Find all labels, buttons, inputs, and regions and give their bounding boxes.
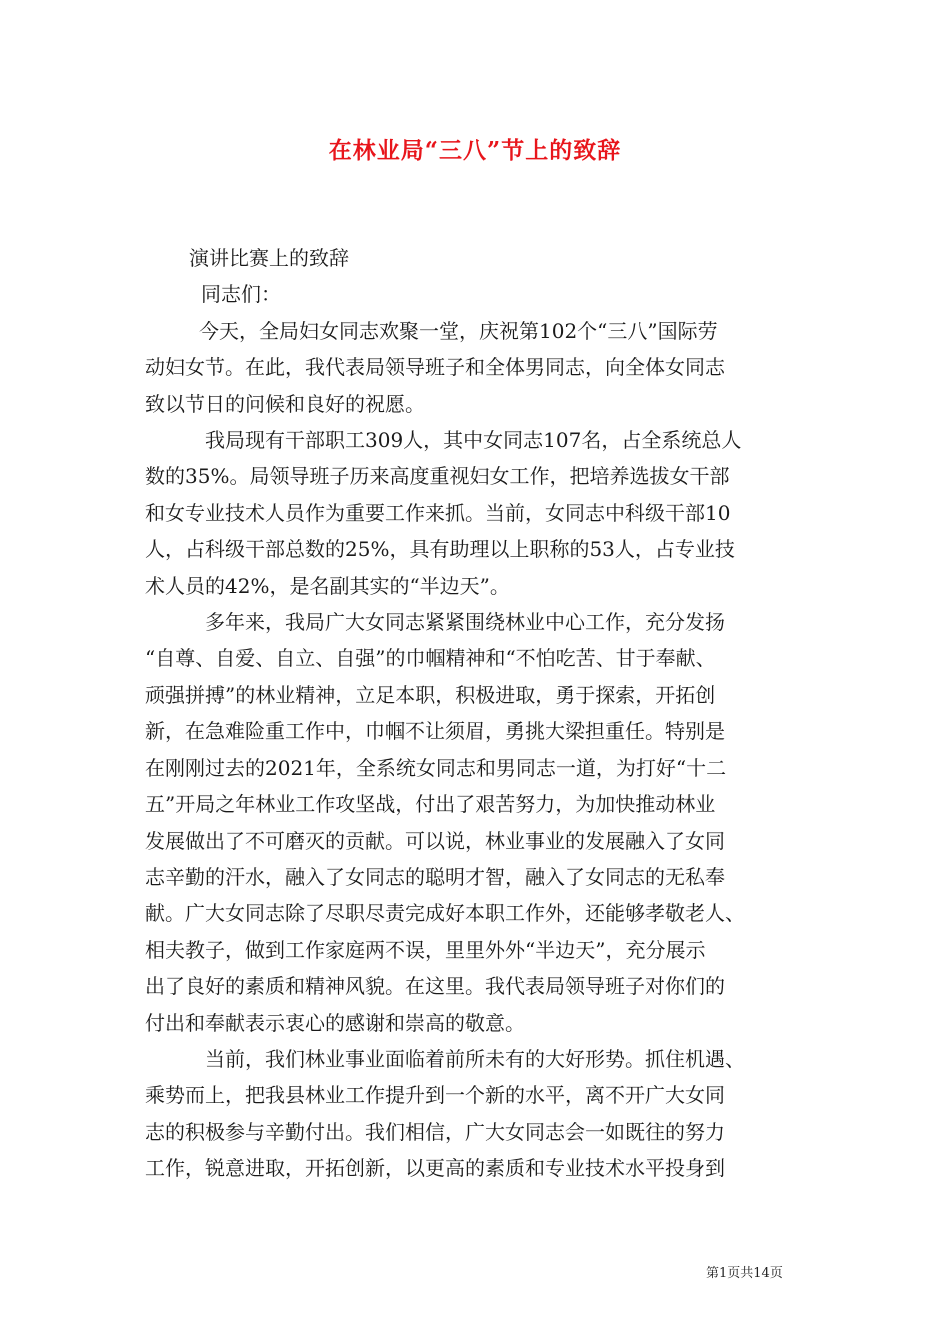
paragraph-line: 在刚刚过去的2021年，全系统女同志和男同志一道，为打好“十二 [145,755,727,780]
paragraph-2 [145,422,807,604]
paragraph-1 [145,313,807,422]
paragraph-line: 乘势而上，把我县林业工作提升到一个新的水平，离不开广大女同 [145,1083,725,1108]
paragraph-line: 工作，锐意进取，开拓创新，以更高的素质和专业技术水平投身到 [145,1156,725,1181]
paragraph-line: 数的35%。局领导班子历来高度重视妇女工作，把培养选拔女干部 [145,464,730,489]
paragraph-line: 出了良好的素质和精神风貌。在这里。我代表局领导班子对你们的 [145,974,725,999]
paragraph-line: 献。广大女同志除了尽职尽责完成好本职工作外，还能够孝敬老人、 [145,901,745,926]
paragraph-3 [145,604,807,1041]
paragraph-line: “自尊、自爱、自立、自强”的巾帼精神和“不怕吃苦、甘于奉献、 [145,646,716,671]
document-body [145,240,807,1187]
paragraph-line: 致以节日的问候和良好的祝愿。 [145,391,425,416]
paragraph-line: 顽强拼搏”的林业精神，立足本职，积极进取，勇于探索，开拓创 [145,682,716,707]
document-title: 在林业局“三八”节上的致辞 [328,137,622,164]
paragraph-line: 志辛勤的汗水，融入了女同志的聪明才智，融入了女同志的无私奉 [145,864,725,889]
paragraph-line: 新，在急难险重工作中，巾帼不让须眉，勇挑大梁担重任。特别是 [145,719,725,744]
document-subtitle: 演讲比赛上的致辞 [189,246,349,270]
paragraph-line: 付出和奉献表示衷心的感谢和崇高的敬意。 [145,1010,525,1035]
paragraph-line: 五”开局之年林业工作攻坚战，付出了艰苦努力，为加快推动林业 [145,792,716,817]
page-number-footer: 第1页共14页 [706,1266,783,1281]
paragraph-4 [145,1041,807,1187]
paragraph-line: 发展做出了不可磨灭的贡献。可以说，林业事业的发展融入了女同 [145,828,725,853]
greeting-line: 同志们： [201,282,281,307]
paragraph-line: 志的积极参与辛勤付出。我们相信，广大女同志会一如既往的努力 [145,1119,725,1144]
paragraph-line: 和女专业技术人员作为重要工作来抓。当前，女同志中科级干部10 [145,500,731,525]
paragraph-line: 术人员的42%，是名副其实的“半边天”。 [145,573,510,598]
paragraph-line: 人，占科级干部总数的25%，具有助理以上职称的53人，占专业技 [145,537,735,562]
paragraph-line: 动妇女节。在此，我代表局领导班子和全体男同志，向全体女同志 [145,355,725,380]
paragraph-line: 当前，我们林业事业面临着前所未有的大好形势。抓住机遇、 [205,1046,745,1071]
paragraph-line: 今天，全局妇女同志欢聚一堂，庆祝第102个“三八”国际劳 [199,318,718,343]
paragraph-line: 我局现有干部职工309人，其中女同志107名，占全系统总人 [205,428,742,453]
paragraph-line: 相夫教子，做到工作家庭两不误，里里外外“半边天”，充分展示 [145,937,706,962]
paragraph-line: 多年来，我局广大女同志紧紧围绕林业中心工作，充分发扬 [205,610,725,635]
